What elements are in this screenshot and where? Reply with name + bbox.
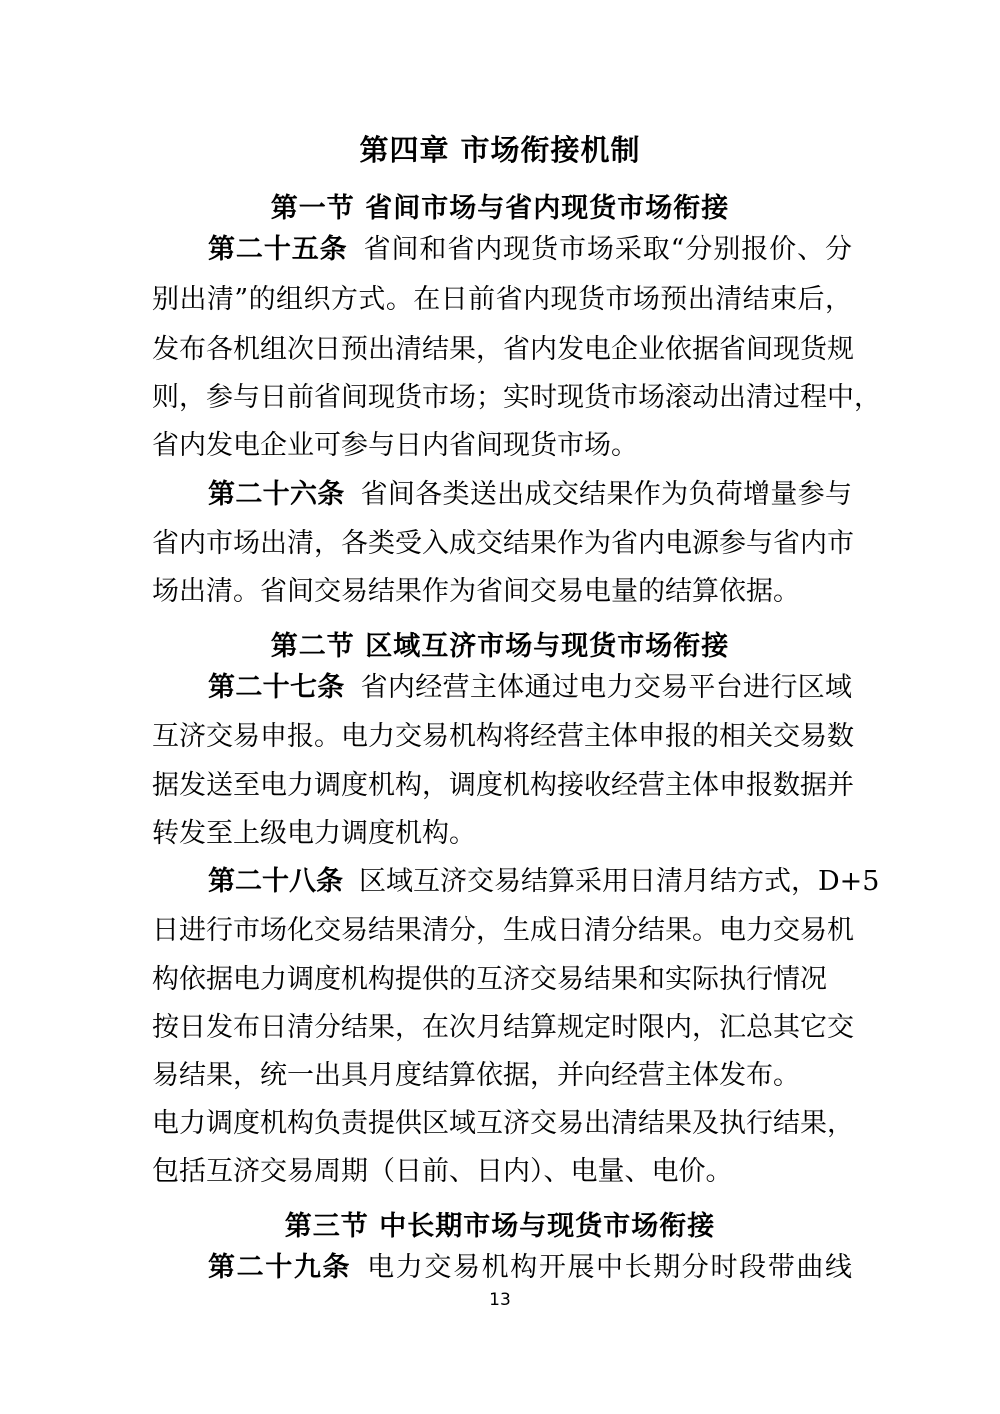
article-25-line-4: 则，参与日前省间现货市场；实时现货市场滚动出清过程中，: [152, 382, 881, 413]
article-26-line-2: 省内市场出清，各类受入成交结果作为省内电源参与省内市: [152, 528, 854, 559]
article-27-title: 第二十七条: [208, 672, 345, 703]
article-28-line-2: 日进行市场化交易结果清分，生成日清分结果。电力交易机: [152, 915, 854, 946]
article-27-line-2: 互济交易申报。电力交易机构将经营主体申报的相关交易数: [152, 721, 854, 752]
article-29-text-1: 电力交易机构开展中长期分时段带曲线: [367, 1252, 853, 1283]
article-28-line-4: 按日发布日清分结果，在次月结算规定时限内，汇总其它交: [152, 1012, 854, 1043]
article-25-line-2: 别出清”的组织方式。在日前省内现货市场预出清结束后，: [152, 284, 852, 315]
article-25-line-3: 发布各机组次日预出清结果，省内发电企业依据省间现货规: [152, 334, 854, 365]
chapter-title: 第四章 市场衔接机制: [359, 133, 641, 167]
article-25-title: 第二十五条: [208, 234, 348, 265]
section-title-2: 第二节 区域互济市场与现货市场衔接: [270, 631, 730, 662]
page-number: 13: [489, 1290, 511, 1310]
section-title-1: 第一节 省间市场与省内现货市场衔接: [270, 193, 730, 224]
article-28-line-5: 易结果，统一出具月度结算依据，并向经营主体发布。: [152, 1060, 800, 1091]
article-27-line-3: 据发送至电力调度机构，调度机构接收经营主体申报数据并: [152, 770, 854, 801]
article-25-line-1: [208, 230, 852, 270]
article-26-title: 第二十六条: [208, 479, 345, 510]
article-28-line-7: 包括互济交易周期（日前、日内）、电量、电价。: [152, 1156, 733, 1187]
article-27-line-1: [208, 668, 852, 708]
article-28-title: 第二十八条: [208, 866, 343, 897]
article-28-line-3: 构依据电力调度机构提供的互济交易结果和实际执行情况: [152, 964, 827, 995]
article-27-line-4: 转发至上级电力调度机构。: [152, 818, 476, 849]
section-title-3: 第三节 中长期市场与现货市场衔接: [284, 1211, 716, 1242]
article-28-line-1: [208, 862, 880, 902]
article-25-line-5: 省内发电企业可参与日内省间现货市场。: [152, 430, 638, 461]
article-29-title: 第二十九条: [208, 1252, 352, 1283]
article-28-line-6: 电力调度机构负责提供区域互济交易出清结果及执行结果，: [152, 1108, 854, 1139]
article-26-line-1: [208, 475, 852, 515]
article-29-line-1: [208, 1248, 852, 1288]
article-28-text-1: 区域互济交易结算采用日清月结方式，D+5: [359, 866, 880, 897]
article-26-line-3: 场出清。省间交易结果作为省间交易电量的结算依据。: [152, 576, 800, 607]
article-27-text-1: 省内经营主体通过电力交易平台进行区域: [360, 672, 853, 703]
article-26-text-1: 省间各类送出成交结果作为负荷增量参与: [360, 479, 853, 510]
article-25-text-1: 省间和省内现货市场采取“分别报价、分: [363, 234, 852, 265]
